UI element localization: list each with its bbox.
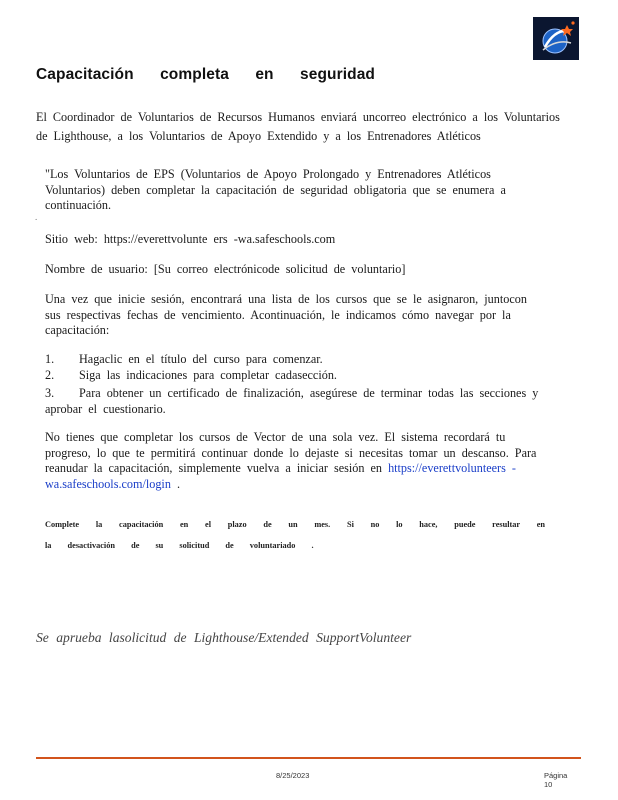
- page-number: 10: [544, 780, 553, 789]
- page-title: Capacitación completa en seguridad: [36, 66, 375, 83]
- username-line: [45, 262, 545, 278]
- footer-date: 8/25/2023: [276, 771, 310, 780]
- resume-paragraph: No tienes que completar los cursos de Vector de una sola vez. El sistema recordará tu progreso, lo que te permitirá continuar donde lo dejaste si necesitas tomar un descanso. Para reanudar la capacitación, simplemente vuelva a iniciar sesión en https://everettvolunteers -wa.safeschools.com/login .: [45, 430, 537, 491]
- courses-paragraph: Una vez que inicie sesión, encontrará una lista de los cursos que se le asignaron, juntocon sus respectivas fechas de vencimiento. Acontinuación, le indicamos cómo navegar por la capacitación:: [45, 292, 527, 337]
- approval-text: Se aprueba lasolicitud de Lighthouse/Extended SupportVolunteer: [36, 630, 412, 645]
- page-label: Página: [544, 771, 568, 780]
- logo: [533, 17, 579, 60]
- username-value: [Su correo electrónicode solicitud de voluntario]: [153, 262, 406, 276]
- list-item: 3. Para obtener un certificado de finalización, asegúrese de terminar todas las secciones y aprobar el cuestionario.: [45, 386, 539, 416]
- site-value: https://everettvolunte ers -wa.safeschools.com: [103, 232, 336, 246]
- bullet-mark: .: [35, 212, 38, 222]
- footer-divider: [36, 757, 581, 759]
- login-link[interactable]: https://everettvolunteers -wa.safeschools.com/login: [45, 461, 516, 491]
- footer-page: [544, 771, 567, 789]
- notice-text: Complete la capacitación en el plazo de un mes. Si no lo hace, puede resultar en la desactivación de su solicitud de voluntariado .: [45, 520, 545, 550]
- intro-paragraph: El Coordinador de Voluntarios de Recursos Humanos enviará uncorreo electrónico a los Voluntarios de Lighthouse, a los Voluntarios de Apoyo Extendido y a los Entrenadores Atléticos: [36, 110, 560, 143]
- shield-globe-emblem-icon: [533, 17, 579, 60]
- list-item: 2. Siga las indicaciones para completar cadasección.: [45, 368, 337, 382]
- site-label: Sitio web:: [45, 232, 98, 246]
- username-label: Nombre de usuario:: [45, 262, 148, 276]
- list-item: 1. Hagaclic en el título del curso para comenzar.: [45, 352, 323, 366]
- site-line: [45, 232, 545, 248]
- quote-paragraph: "Los Voluntarios de EPS (Voluntarios de Apoyo Prolongado y Entrenadores Atléticos Voluntarios) deben completar la capacitación de seguridad obligatoria que se enumera a continuación.: [45, 167, 506, 212]
